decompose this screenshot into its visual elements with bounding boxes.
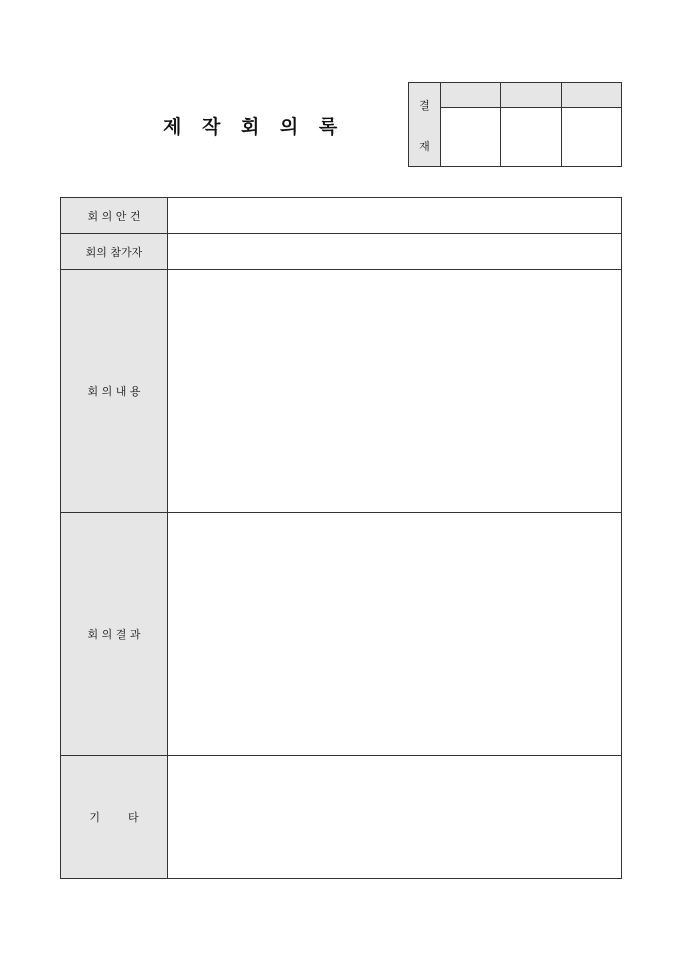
- approval-box: [408, 82, 622, 167]
- agenda-label: 회 의 안 건: [61, 198, 168, 233]
- approval-label-bottom: 재: [419, 140, 430, 153]
- content-field[interactable]: [168, 270, 621, 512]
- meeting-minutes-table: [60, 197, 622, 879]
- row-other: [61, 755, 621, 878]
- content-label: 회 의 내 용: [61, 270, 168, 512]
- row-agenda: [61, 198, 621, 233]
- approval-sign-cell-3[interactable]: [562, 108, 621, 166]
- row-participants: [61, 233, 621, 269]
- approval-header-row: [441, 83, 621, 108]
- approval-sign-cell-1[interactable]: [441, 108, 500, 166]
- participants-label: 회의 참가자: [61, 234, 168, 269]
- approval-sign-cell-2[interactable]: [501, 108, 561, 166]
- result-field[interactable]: [168, 513, 621, 755]
- approval-label-cell: [409, 83, 441, 166]
- agenda-field[interactable]: [168, 198, 621, 233]
- approval-label-top: 결: [419, 99, 430, 112]
- other-label: 기 타: [61, 756, 168, 878]
- row-result: [61, 512, 621, 755]
- result-label: 회 의 결 과: [61, 513, 168, 755]
- participants-field[interactable]: [168, 234, 621, 269]
- row-content: [61, 269, 621, 512]
- document-title: 제 작 회 의 록: [163, 116, 345, 138]
- other-field[interactable]: [168, 756, 621, 878]
